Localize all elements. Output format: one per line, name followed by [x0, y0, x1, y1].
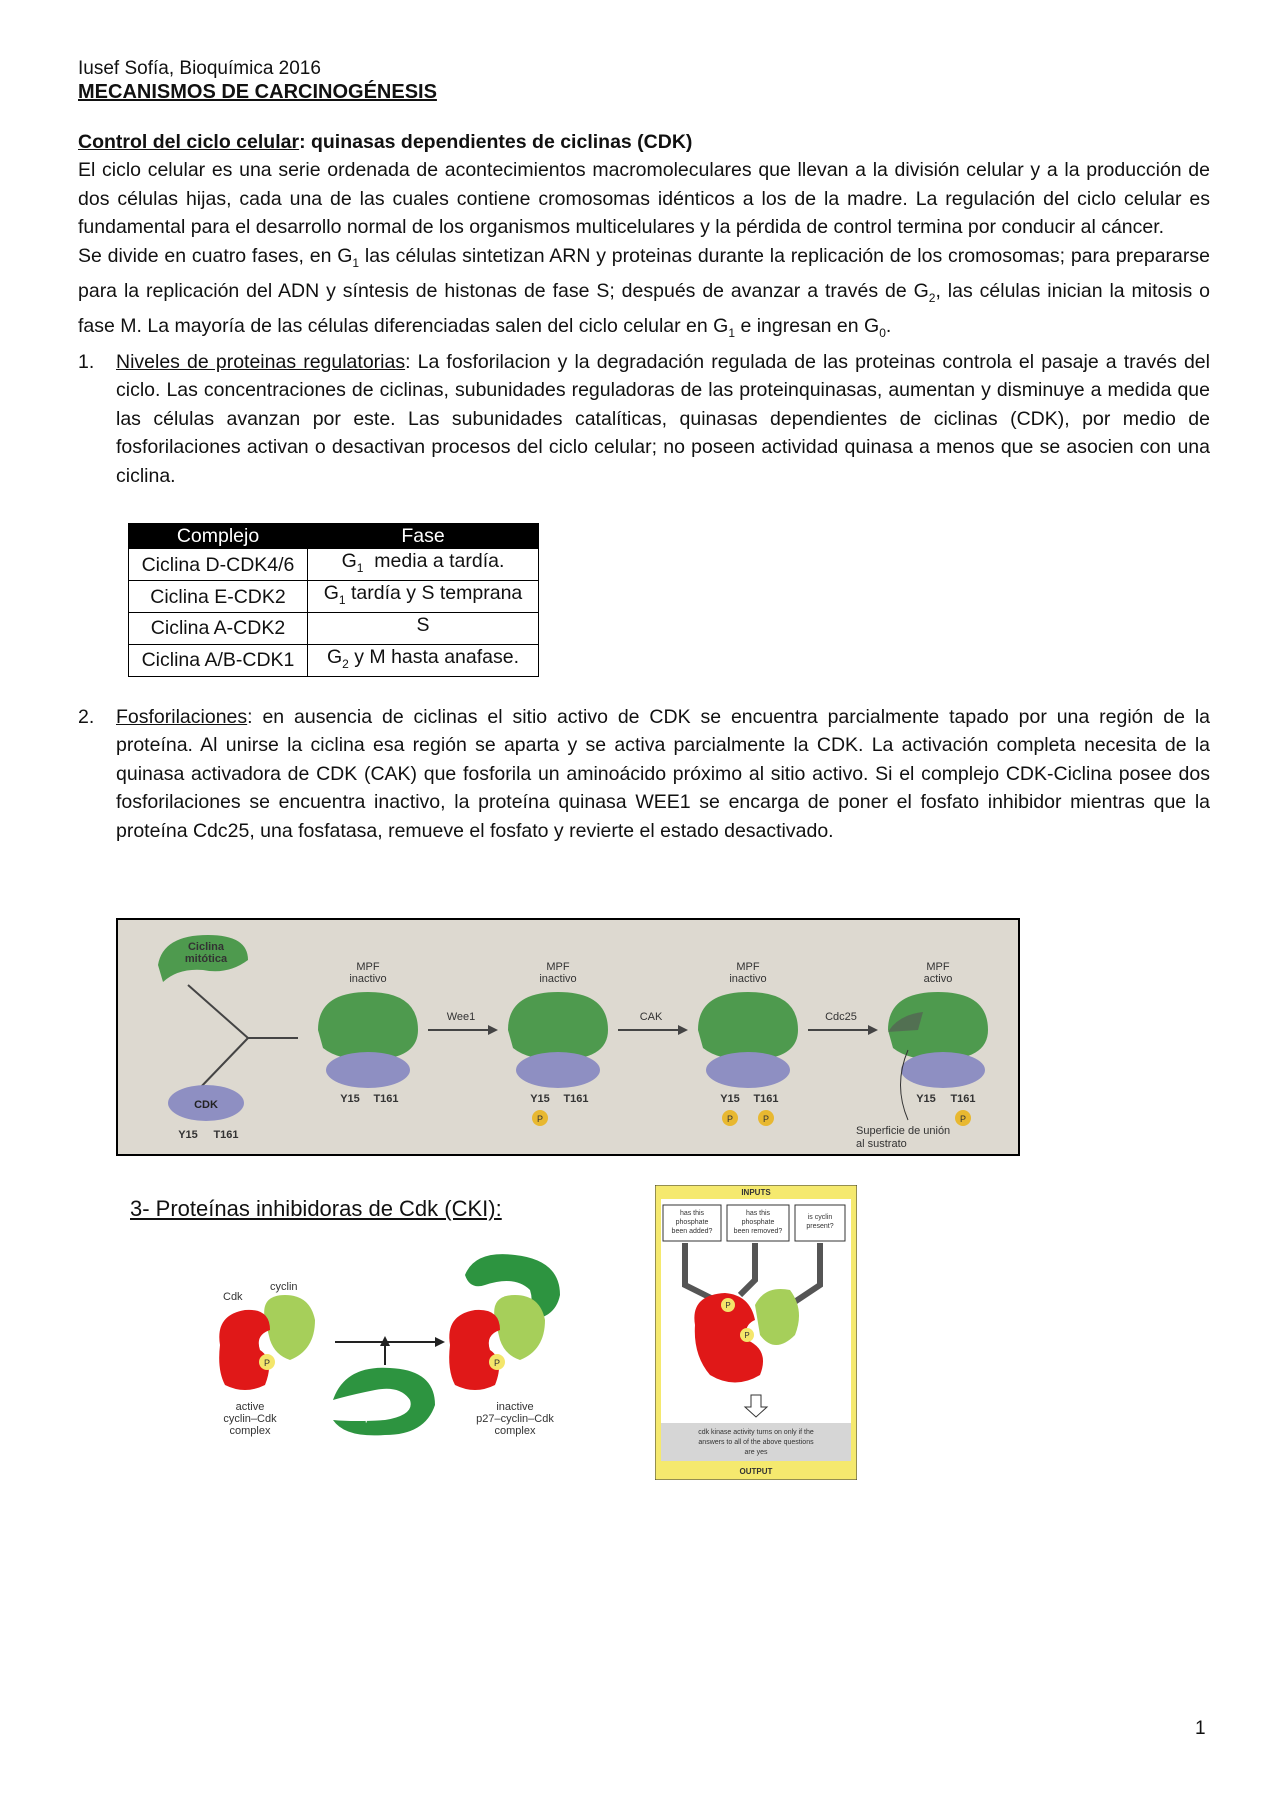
residue-label: Y15	[340, 1093, 360, 1105]
cdk-shape	[901, 1052, 985, 1088]
subscript: 1	[352, 255, 360, 270]
question-text: is cyclin	[807, 1214, 833, 1221]
text-span: tardía y S temprana	[345, 582, 523, 605]
cyclin-shape	[494, 1295, 545, 1360]
cdk-inputs-figure	[655, 1185, 857, 1480]
mpf-stage-1	[318, 961, 418, 1105]
residue-label: Y15	[178, 1129, 198, 1141]
complex-label: active	[235, 1401, 265, 1413]
list-number: 2.	[78, 705, 95, 728]
text-span: S	[416, 613, 430, 636]
cyclin-shape	[318, 992, 418, 1060]
residue-label: T161	[563, 1093, 589, 1105]
residue-label: T161	[373, 1093, 399, 1105]
text-span: media a tardía.	[363, 550, 505, 573]
cdk-label: Cdk	[223, 1291, 243, 1303]
author-line: Iusef Sofía, Bioquímica 2016	[78, 58, 321, 79]
table-cell	[308, 612, 539, 644]
mpf-stage-4	[856, 961, 988, 1150]
residue-label: Y15	[720, 1093, 740, 1105]
mpf-label: MPF	[546, 961, 570, 973]
arrow-head-icon	[435, 1337, 445, 1347]
table-cell	[308, 549, 539, 581]
list-item-text: : La fosforilacion y la degradación regulada de las proteinas controla el pasaje a través del ciclo. Las concentraciones de ciclinas, subunidades reguladoras de las proteinquinasas, aumentan y disminuye a medida que las células avanzan por este. Las subunidades catalíticas, quinasas dependientes de ciclinas (CDK), por medio de fosforilaciones activan o desactivan procesos del ciclo celular; no poseen actividad quinasa a menos que se asocien con una ciclina.	[116, 350, 1210, 487]
table-row	[129, 612, 539, 644]
question-text: phosphate	[741, 1219, 775, 1226]
residue-label: T161	[213, 1129, 239, 1141]
question-text: phosphate	[675, 1219, 709, 1226]
output-note: cdk kinase activity turns on only if the	[698, 1429, 814, 1436]
complex-label: complex	[494, 1425, 536, 1437]
cdk-shape	[706, 1052, 790, 1088]
list-item-1	[78, 348, 1210, 491]
residue-label: T161	[753, 1093, 779, 1105]
question-text: has this	[679, 1210, 705, 1217]
paragraph-intro: El ciclo celular es una serie ordenada de acontecimientos macromoleculares que llevan a la división celular y a la producción de dos células hijas, cada una de las cuales contiene cromosomas idénticos a los de la madre. La regulación del ciclo celular es fundamental para el desarrollo normal de los organismos multicelulares y la pérdida de control termina por conducir al cáncer.	[78, 159, 1210, 238]
inputs-label: INPUTS	[741, 1188, 771, 1197]
phosphate-label: P	[959, 1114, 967, 1124]
cdk-shape	[326, 1052, 410, 1088]
mpf-stage-3	[698, 961, 798, 1126]
mpf-label: MPF	[736, 961, 760, 973]
mpf-label: MPF	[356, 961, 380, 973]
pointer-line	[901, 1050, 909, 1120]
cyclin-shape	[698, 992, 798, 1060]
residue-label: T161	[950, 1093, 976, 1105]
cdk-shape	[449, 1310, 500, 1390]
residue-label: Y15	[916, 1093, 936, 1105]
surface-label: al sustrato	[856, 1138, 907, 1150]
table-cell: Ciclina D-CDK4/6	[129, 549, 308, 581]
cyclin-label: cyclin	[270, 1281, 298, 1293]
output-note: are yes	[744, 1449, 768, 1456]
cyclin-shape	[755, 1289, 799, 1345]
state-label: inactivo	[729, 973, 767, 985]
complex-label: inactive	[496, 1401, 534, 1413]
text-span: G	[323, 582, 339, 605]
list-item-lead: Niveles de proteinas regulatorias	[116, 350, 406, 373]
state-label: inactivo	[539, 973, 577, 985]
cyclin-label: Ciclina	[187, 941, 225, 953]
table-row	[129, 581, 539, 613]
table-cell	[308, 644, 539, 676]
complex-label: p27–cyclin–Cdk	[476, 1413, 554, 1425]
phosphate-label: P	[493, 1358, 501, 1368]
section-title-underlined: Control del ciclo celular	[78, 131, 300, 153]
subscript: 1	[356, 561, 364, 576]
question-text: been removed?	[733, 1228, 783, 1235]
subscript: 1	[728, 326, 736, 341]
subscript: 2	[342, 656, 349, 671]
complex-phase-table	[128, 523, 539, 677]
paragraph-phases	[78, 242, 1210, 348]
text-span: .	[885, 315, 892, 338]
output-label: OUTPUT	[739, 1467, 773, 1476]
subscript: 2	[928, 290, 936, 305]
output-note: answers to all of the above questions	[698, 1439, 814, 1446]
state-label: activo	[923, 973, 953, 985]
list-item-text: : en ausencia de ciclinas el sitio activo de CDK se encuentra parcialmente tapado por una región de la proteína. Al unirse la ciclina esa región se aparta y se activa parcialmente la CDK. La activación completa necesita de la quinasa activadora de CDK (CAK) que fosforila un aminoácido próximo al sitio activo. Si el complejo CDK-Ciclina posee dos fosforilaciones se encuentra inactivo, la proteína quinasa WEE1 se encarga de poner el fosfato inhibidor mientras que la proteína Cdc25, una fosfatasa, remueve el fosfato y revierte el estado desactivado.	[116, 705, 1210, 842]
table-header: Fase	[308, 524, 539, 549]
list-item-lead: Fosforilaciones	[116, 705, 248, 728]
arrow-head-icon	[488, 1025, 498, 1035]
cyclin-shape	[508, 992, 608, 1060]
p27-inhibition-figure	[215, 1250, 595, 1450]
p27-label: p27	[365, 1411, 384, 1423]
subscript: 1	[338, 592, 346, 607]
question-text: present?	[806, 1223, 834, 1230]
table-cell: Ciclina A-CDK2	[129, 612, 308, 644]
phosphate-label: P	[725, 1301, 731, 1310]
question-text: has this	[745, 1210, 771, 1217]
phosphate-label: P	[726, 1114, 734, 1124]
complex-label: cyclin–Cdk	[223, 1413, 277, 1425]
table-header-row	[129, 524, 539, 549]
question-text: been added?	[671, 1228, 713, 1235]
text-span: G	[341, 550, 357, 573]
cyclin-shape	[264, 1295, 315, 1360]
subscript: 0	[879, 326, 886, 341]
list-item-2	[78, 703, 1210, 846]
text-span: y M hasta anafase.	[348, 645, 520, 668]
table-row	[129, 644, 539, 676]
mpf-activation-figure	[116, 918, 1020, 1156]
p27-diagram	[215, 1250, 595, 1450]
enzyme-label: CAK	[639, 1011, 663, 1023]
connector-line	[188, 985, 248, 1038]
list-number: 1.	[78, 350, 95, 373]
table-cell: Ciclina E-CDK2	[129, 581, 308, 613]
connector-line	[198, 1038, 248, 1090]
phosphate-label: P	[762, 1114, 770, 1124]
mpf-stage-2	[508, 961, 608, 1126]
section-title	[78, 128, 1210, 156]
residue-label: Y15	[530, 1093, 550, 1105]
text-span: G	[326, 645, 343, 668]
phosphate-label: P	[263, 1358, 271, 1368]
page-number: 1	[1195, 1718, 1206, 1739]
table-cell	[308, 581, 539, 613]
table-cell: Ciclina A/B-CDK1	[129, 644, 308, 676]
complex-label: complex	[229, 1425, 271, 1437]
mpf-label: MPF	[926, 961, 950, 973]
text-span: las células sintetizan ARN y proteinas durante la replicación de los cromosomas; para prepararse para la replicación del ADN y síntesis de histonas de fase S; después de avanzar a través de G	[78, 244, 1210, 302]
surface-label: Superficie de unión	[856, 1125, 951, 1137]
enzyme-label: Cdc25	[825, 1011, 857, 1023]
section-title-rest: : quinasas dependientes de ciclinas (CDK)	[299, 131, 693, 153]
p27-shape	[333, 1368, 435, 1436]
phosphate-label: P	[744, 1331, 750, 1340]
section3-title: 3- Proteínas inhibidoras de Cdk (CKI):	[130, 1196, 502, 1221]
inputs-diagram	[655, 1185, 857, 1480]
mpf-diagram	[118, 920, 1018, 1154]
state-label: inactivo	[349, 973, 387, 985]
cdk-shape	[219, 1310, 270, 1390]
text-span: Se divide en cuatro fases, en G	[78, 244, 353, 267]
text-span: e ingresan en G	[735, 315, 880, 338]
table-header: Complejo	[129, 524, 308, 549]
cdk-shape	[516, 1052, 600, 1088]
enzyme-label: Wee1	[446, 1011, 476, 1023]
cdk-label: CDK	[194, 1099, 218, 1111]
page-content	[78, 58, 1210, 845]
arrow-head-icon	[678, 1025, 688, 1035]
table-row	[129, 549, 539, 581]
arrow-head-icon	[868, 1025, 878, 1035]
phosphate-label: P	[536, 1114, 544, 1124]
cyclin-label: mitótica	[184, 953, 228, 965]
text-span: , las células inician la mitosis o fase M. La mayoría de las células diferenciadas salen del ciclo celular en G	[78, 279, 1210, 338]
page-title: MECANISMOS DE CARCINOGÉNESIS	[78, 81, 437, 103]
